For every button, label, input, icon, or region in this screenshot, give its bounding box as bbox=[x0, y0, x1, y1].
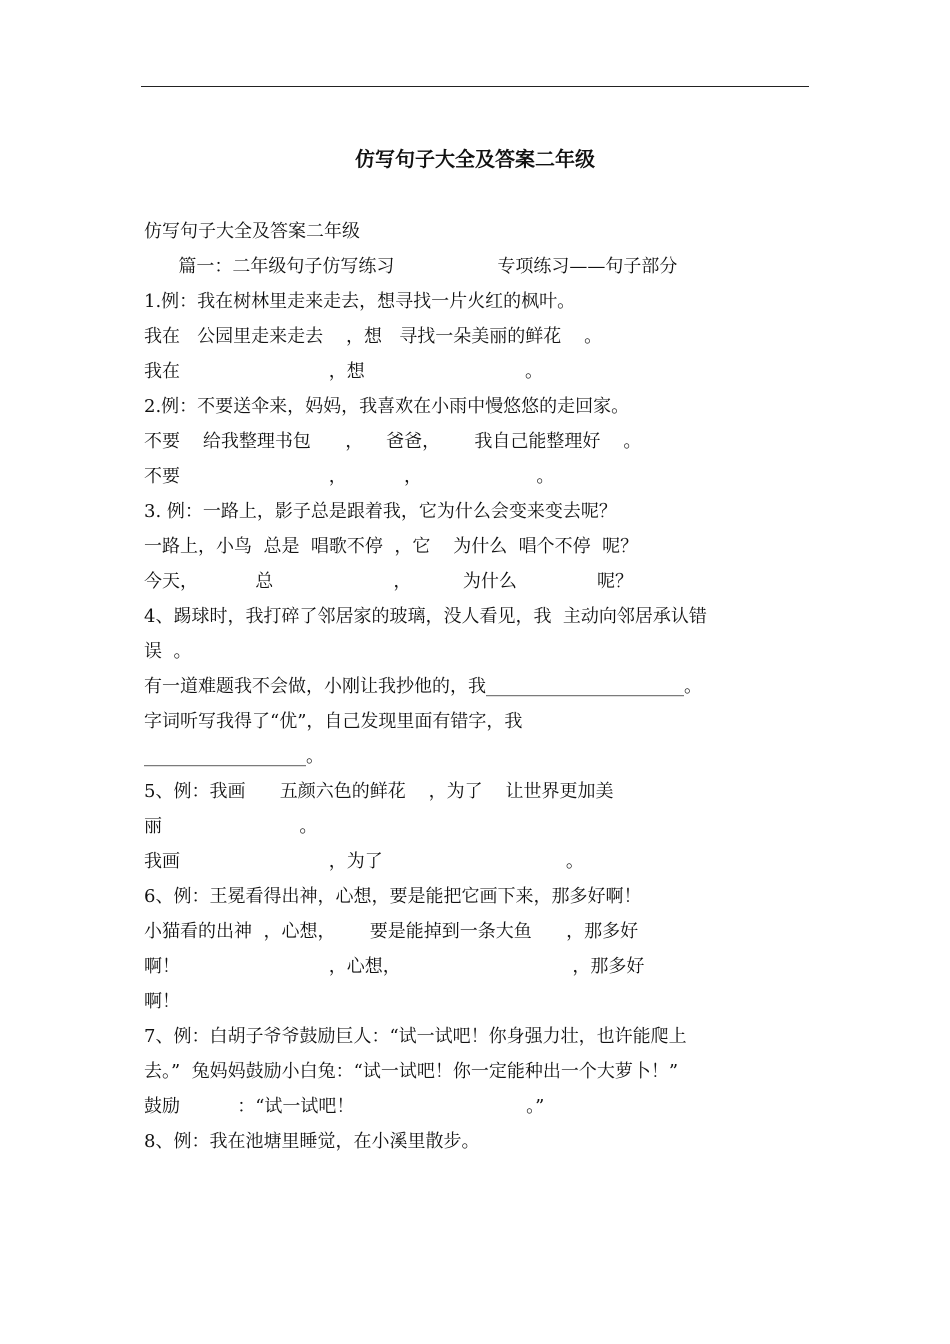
page-title: 仿写句子大全及答案二年级 bbox=[355, 147, 595, 171]
exercise-2-blank: 不要 ， ， 。 bbox=[144, 466, 555, 487]
exercise-4-question-1: 有一道难题我不会做，小刚让我抄他的，我______________________。 bbox=[144, 676, 702, 697]
exercise-8-example: 8、例：我在池塘里睡觉，在小溪里散步。 bbox=[144, 1131, 480, 1152]
section-heading: 篇一：二年级句子仿写练习 专项练习——句子部分 bbox=[144, 256, 678, 277]
exercise-4-example: 4、踢球时，我打碎了邻居家的玻璃，没人看见，我 主动向邻居承认错 bbox=[144, 606, 707, 627]
exercise-7-answer: 去。” 兔妈妈鼓励小白兔：“试一试吧！你一定能种出一个大萝卜！” bbox=[144, 1061, 679, 1082]
exercise-1-answer: 我在 公园里走来走去 ，想 寻找一朵美丽的鲜花 。 bbox=[144, 326, 603, 347]
exercise-4-question-2: 字词听写我得了“优”，自己发现里面有错字，我 bbox=[144, 711, 523, 732]
exercise-4-example-cont: 误 。 bbox=[144, 641, 192, 662]
exercise-3-blank: 今天， 总 ， 为什么 呢？ bbox=[144, 571, 633, 592]
exercise-5-example: 5、例：我画 五颜六色的鲜花 ，为了 让世界更加美 bbox=[144, 781, 614, 802]
exercise-4-blank: __________________。 bbox=[144, 746, 324, 767]
exercise-1-example: 1.例：我在树林里走来走去，想寻找一片火红的枫叶。 bbox=[144, 291, 576, 312]
subtitle-line: 仿写句子大全及答案二年级 bbox=[144, 221, 360, 242]
header-rule bbox=[141, 86, 809, 87]
exercise-1-blank: 我在 ，想 。 bbox=[144, 361, 543, 382]
exercise-6-example: 6、例：王冕看得出神，心想，要是能把它画下来，那多好啊！ bbox=[144, 886, 642, 907]
exercise-2-answer: 不要 给我整理书包 ， 爸爸， 我自己能整理好 。 bbox=[144, 431, 642, 452]
exercise-7-example: 7、例：白胡子爷爷鼓励巨人：“试一试吧！你身强力壮，也许能爬上 bbox=[144, 1026, 687, 1047]
exercise-6-blank-cont: 啊！ bbox=[144, 991, 180, 1012]
exercise-5-example-cont: 丽 。 bbox=[144, 816, 318, 837]
exercise-7-blank: 鼓励 ：“试一试吧！ 。” bbox=[144, 1096, 545, 1117]
exercise-6-answer: 小猫看的出神 ，心想， 要是能掉到一条大鱼 ，那多好 bbox=[144, 921, 639, 942]
exercise-3-example: 3. 例：一路上，影子总是跟着我，它为什么会变来变去呢？ bbox=[144, 501, 617, 522]
exercise-2-example: 2.例：不要送伞来，妈妈，我喜欢在小雨中慢悠悠的走回家。 bbox=[144, 396, 630, 417]
exercise-6-blank: 啊！ ，心想， ，那多好 bbox=[144, 956, 645, 977]
exercise-5-blank: 我画 ，为了 。 bbox=[144, 851, 584, 872]
exercise-3-answer: 一路上，小鸟 总是 唱歌不停 ，它 为什么 唱个不停 呢？ bbox=[144, 536, 639, 557]
